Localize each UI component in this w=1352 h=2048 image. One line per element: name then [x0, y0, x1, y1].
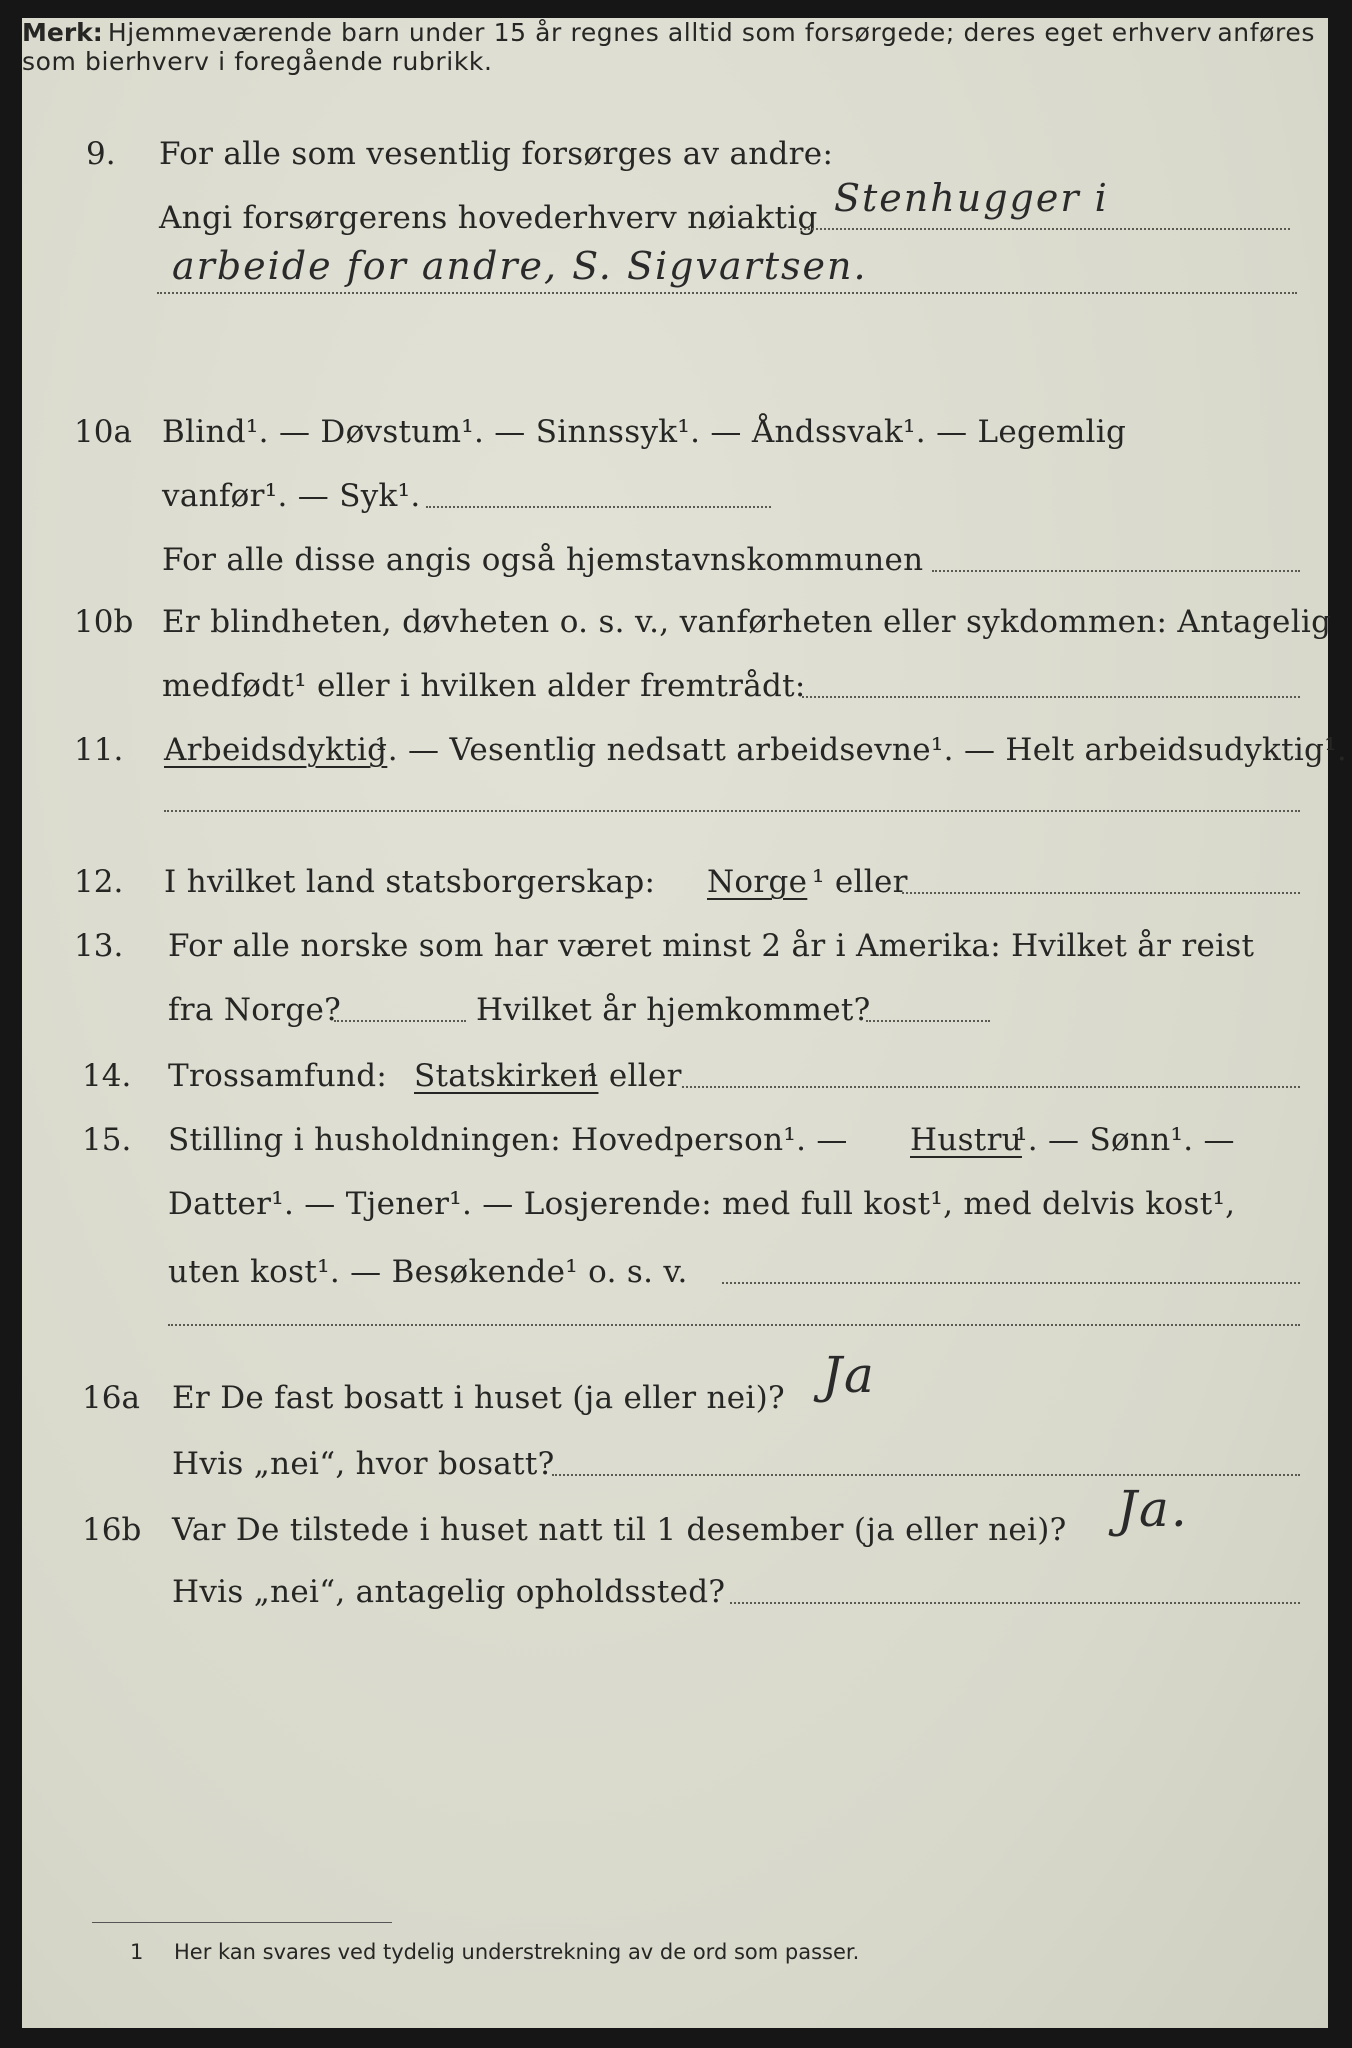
q12-rest: ¹ eller [812, 864, 908, 900]
q15-line1b: ¹. — Sønn¹. — [1015, 1122, 1235, 1158]
footnote-text: Her kan svares ved tydelig understrekning av de ord som passer. [174, 1940, 860, 1964]
q10a-line2: vanfør¹. — Syk¹. [162, 478, 421, 514]
q9-answer-line1[interactable] [800, 228, 1290, 230]
q9-line2: Angi forsørgerens hovederhverv nøiaktig [159, 200, 818, 236]
q13-line1: For alle norske som har været minst 2 år i Amerika: Hvilket år reist [168, 928, 1255, 964]
q10a-line1: Blind¹. — Døvstum¹. — Sinnssyk¹. — Åndssvak¹. — Legemlig [162, 414, 1127, 450]
q10b-line1: Er blindheten, døvheten o. s. v., vanførheten eller sykdommen: Antagelig [162, 604, 1332, 640]
q15-number: 15. [82, 1122, 132, 1158]
q16b-opholdssted-line[interactable] [730, 1602, 1300, 1604]
merk-label: Merk: [22, 18, 103, 47]
q14-rest: ¹ eller [586, 1058, 682, 1094]
q10a-syk-line[interactable] [426, 506, 771, 508]
q9-answer-line2[interactable] [157, 292, 1297, 294]
footnote-rule [92, 1922, 392, 1923]
merk-line1: Hjemmeværende barn under 15 år regnes alltid som forsørgede; deres eget erhverv [107, 18, 1213, 47]
q16a-handwritten-answer: Ja [822, 1346, 876, 1404]
q15-option-hustru-underlined[interactable]: Hustru [910, 1122, 1022, 1158]
q9-handwritten-answer2: arbeide for andre, S. Sigvartsen. [172, 244, 868, 288]
census-form-page [22, 18, 1348, 2028]
q16b-number: 16b [82, 1512, 142, 1548]
q12-answer-line[interactable] [902, 892, 1300, 894]
q13-hjemkommet-line[interactable] [866, 1020, 990, 1022]
q9-number: 9. [86, 136, 116, 172]
q14-text: Trossamfund: [168, 1058, 388, 1094]
q14-option-statskirken-underlined[interactable]: Statskirken [414, 1058, 599, 1094]
q10b-answer-line[interactable] [802, 696, 1300, 698]
q15-line2: Datter¹. — Tjener¹. — Losjerende: med full kost¹, med delvis kost¹, [168, 1186, 1236, 1222]
footnote-mark: 1 [130, 1940, 144, 1964]
q11-number: 11. [74, 732, 124, 768]
q10a-hjemstavn-line[interactable] [932, 570, 1300, 572]
q9-handwritten-answer1: Stenhugger i [834, 176, 1109, 220]
q12-number: 12. [74, 864, 124, 900]
q16b-line2: Hvis „nei“, antagelig opholdssted? [172, 1574, 726, 1610]
merk-line2: anføres som bierhverv i foregående rubrikk. [22, 18, 1315, 76]
q15-line1a: Stilling i husholdningen: Hovedperson¹. — [168, 1122, 848, 1158]
q15-answer-line[interactable] [722, 1282, 1300, 1284]
q11-option-arbeidsdyktig-underlined[interactable]: Arbeidsdyktig [164, 732, 388, 768]
q13-reist-line[interactable] [334, 1020, 466, 1022]
q16a-line1: Er De fast bosatt i huset (ja eller nei)? [172, 1380, 785, 1416]
q16a-line2: Hvis „nei“, hvor bosatt? [172, 1446, 555, 1482]
q13-line2a: fra Norge? [168, 992, 342, 1028]
q16a-number: 16a [82, 1380, 140, 1416]
q13-line2b: Hvilket år hjemkommet? [476, 992, 871, 1028]
q9-line1: For alle som vesentlig forsørges av andre: [159, 136, 834, 172]
q16a-bosatt-line[interactable] [552, 1474, 1300, 1476]
q11-rest: ¹. — Vesentlig nedsatt arbeidsevne¹. — Helt arbeidsudyktig¹. [375, 732, 1348, 768]
q10b-number: 10b [74, 604, 134, 640]
q15-extra-line[interactable] [168, 1324, 1300, 1326]
q15-line3: uten kost¹. — Besøkende¹ o. s. v. [168, 1254, 688, 1290]
q11-answer-line[interactable] [164, 810, 1300, 812]
q14-number: 14. [82, 1058, 132, 1094]
q12-option-norge-underlined[interactable]: Norge [707, 864, 808, 900]
q16b-handwritten-answer: Ja. [1117, 1480, 1189, 1538]
q12-text: I hvilket land statsborgerskap: [164, 864, 656, 900]
q10b-line2: medfødt¹ eller i hvilken alder fremtrådt: [162, 668, 806, 704]
q13-number: 13. [74, 928, 124, 964]
q16b-line1: Var De tilstede i huset natt til 1 desember (ja eller nei)? [172, 1512, 1067, 1548]
q10a-number: 10a [74, 414, 132, 450]
q14-answer-line[interactable] [682, 1086, 1300, 1088]
q10a-line3: For alle disse angis også hjemstavnskommunen [162, 542, 924, 578]
